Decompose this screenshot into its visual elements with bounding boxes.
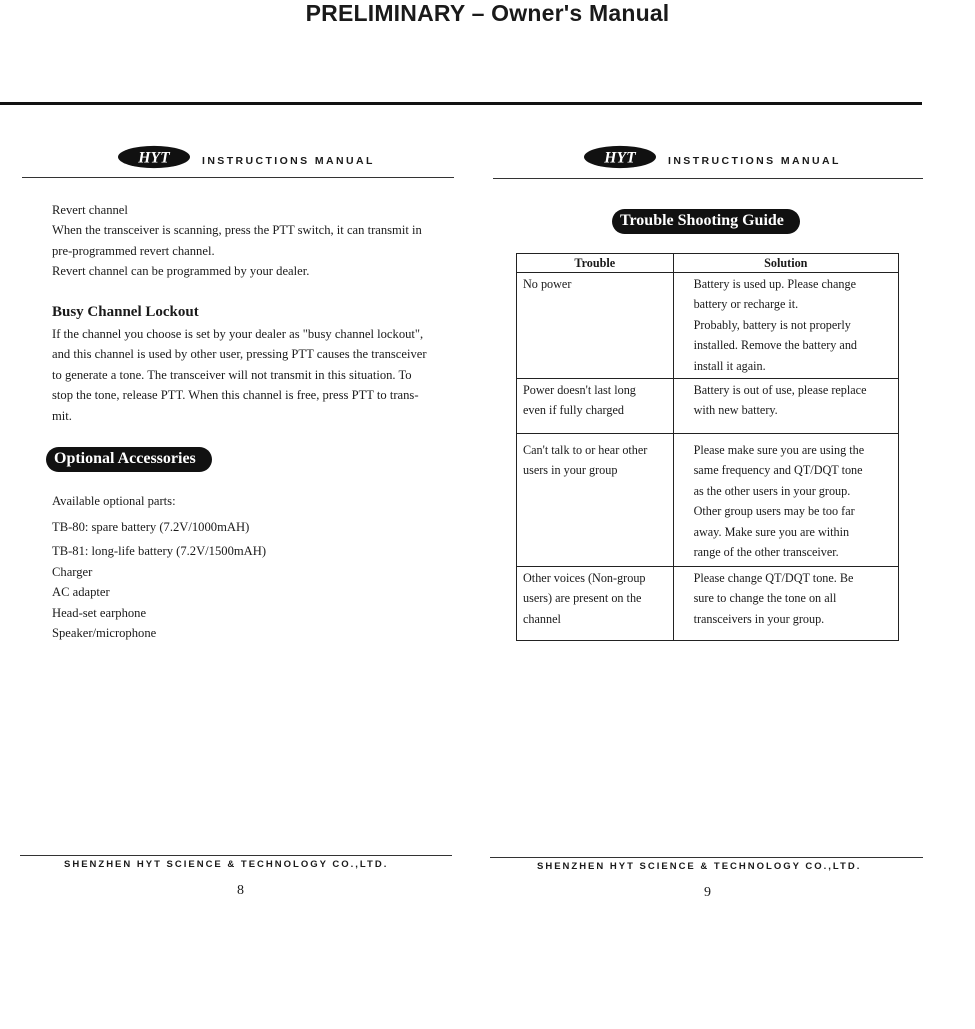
trouble-line: channel: [523, 611, 561, 626]
trouble-shooting-heading: Trouble Shooting Guide: [612, 209, 800, 234]
solution-line: with new battery.: [693, 403, 778, 418]
solution-line: Please change QT/DQT tone. Be: [693, 571, 854, 586]
hyt-logo-left-text: HYT: [138, 149, 170, 167]
top-divider: [0, 102, 922, 105]
hyt-logo-right: [580, 145, 660, 169]
revert-line: Revert channel: [52, 203, 128, 217]
right-header-title: INSTRUCTIONS MANUAL: [668, 155, 841, 167]
trouble-line: Other voices (Non-group: [523, 571, 646, 586]
trouble-line: users) are present on the: [523, 591, 642, 606]
left-footer-rule: [20, 855, 452, 856]
right-footer-rule: [490, 857, 923, 858]
accessory-item: AC adapter: [52, 585, 110, 600]
left-header-rule: [22, 177, 454, 178]
solution-line: range of the other transceiver.: [693, 545, 839, 560]
solution-line: as the other users in your group.: [693, 483, 851, 498]
table-row: [517, 434, 899, 567]
solution-line: same frequency and QT/DQT tone: [693, 463, 863, 478]
left-footer-company: SHENZHEN HYT SCIENCE & TECHNOLOGY CO.,LTD.: [64, 859, 389, 870]
accessory-item: TB-81: long-life battery (7.2V/1500mAH): [52, 544, 267, 559]
accessory-item: Speaker/microphone: [52, 626, 157, 641]
busy-line: If the channel you choose is set by your dealer as "busy channel lockout",: [52, 327, 424, 341]
right-header-rule: [493, 178, 923, 179]
column-header-trouble: Trouble: [517, 254, 674, 273]
revert-line: Revert channel can be programmed by your dealer.: [52, 264, 310, 279]
trouble-line: even if fully charged: [523, 403, 624, 418]
solution-line: transceivers in your group.: [693, 611, 825, 626]
optional-accessories-heading: Optional Accessories: [46, 447, 212, 472]
accessory-item: TB-80: spare battery (7.2V/1000mAH): [52, 520, 250, 534]
table-row: [517, 379, 899, 434]
accessories-intro: Available optional parts:: [52, 494, 176, 508]
trouble-line: Can't talk to or hear other: [523, 443, 648, 458]
accessory-item: Charger: [52, 564, 93, 579]
right-page-number: 9: [704, 885, 711, 900]
revert-channel-section: [52, 200, 452, 282]
solution-line: installed. Remove the battery and: [693, 338, 858, 353]
accessories-list: [52, 517, 452, 643]
busy-line: to generate a tone. The transceiver will not transmit in this situation. To: [52, 367, 412, 382]
solution-line: battery or recharge it.: [693, 297, 799, 312]
left-header-title: INSTRUCTIONS MANUAL: [202, 155, 375, 167]
table-row: [517, 273, 899, 379]
busy-channel-heading: Busy Channel Lockout: [52, 304, 199, 320]
hyt-logo-left: [114, 145, 194, 169]
hyt-logo-right-text: HYT: [604, 149, 636, 167]
solution-line: Please make sure you are using the: [693, 443, 865, 458]
solution-cell: [673, 434, 898, 567]
table-row: [517, 567, 899, 641]
solution-line: Battery is out of use, please replace: [693, 383, 867, 398]
trouble-shooting-table: [516, 253, 899, 641]
trouble-cell: [517, 379, 674, 434]
solution-line: Battery is used up. Please change: [693, 277, 857, 291]
table-header-row: [517, 254, 899, 273]
solution-cell: [673, 273, 898, 379]
document-banner: PRELIMINARY – Owner's Manual: [305, 0, 670, 26]
column-header-solution: Solution: [673, 254, 898, 273]
trouble-line: No power: [523, 277, 572, 291]
revert-line: pre-programmed revert channel.: [52, 243, 215, 258]
solution-line: away. Make sure you are within: [693, 524, 850, 539]
right-footer-company: SHENZHEN HYT SCIENCE & TECHNOLOGY CO.,LTD.: [537, 861, 862, 872]
revert-line: When the transceiver is scanning, press the PTT switch, it can transmit in: [52, 223, 422, 238]
solution-line: sure to change the tone on all: [693, 591, 837, 606]
solution-line: Probably, battery is not properly: [693, 317, 851, 332]
left-page-number: 8: [237, 883, 244, 898]
busy-line: stop the tone, release PTT. When this channel is free, press PTT to trans-: [52, 388, 419, 403]
trouble-cell: [517, 273, 674, 379]
solution-cell: [673, 567, 898, 641]
trouble-cell: [517, 567, 674, 641]
trouble-cell: [517, 434, 674, 567]
solution-cell: [673, 379, 898, 434]
busy-channel-section: [52, 324, 452, 426]
solution-line: Other group users may be too far: [693, 504, 855, 519]
trouble-line: users in your group: [523, 463, 618, 478]
trouble-line: Power doesn't last long: [523, 383, 636, 398]
busy-line: mit.: [52, 408, 72, 423]
solution-line: install it again.: [693, 358, 766, 373]
accessory-item: Head-set earphone: [52, 605, 147, 620]
busy-line: and this channel is used by other user, pressing PTT causes the transceiver: [52, 347, 427, 362]
